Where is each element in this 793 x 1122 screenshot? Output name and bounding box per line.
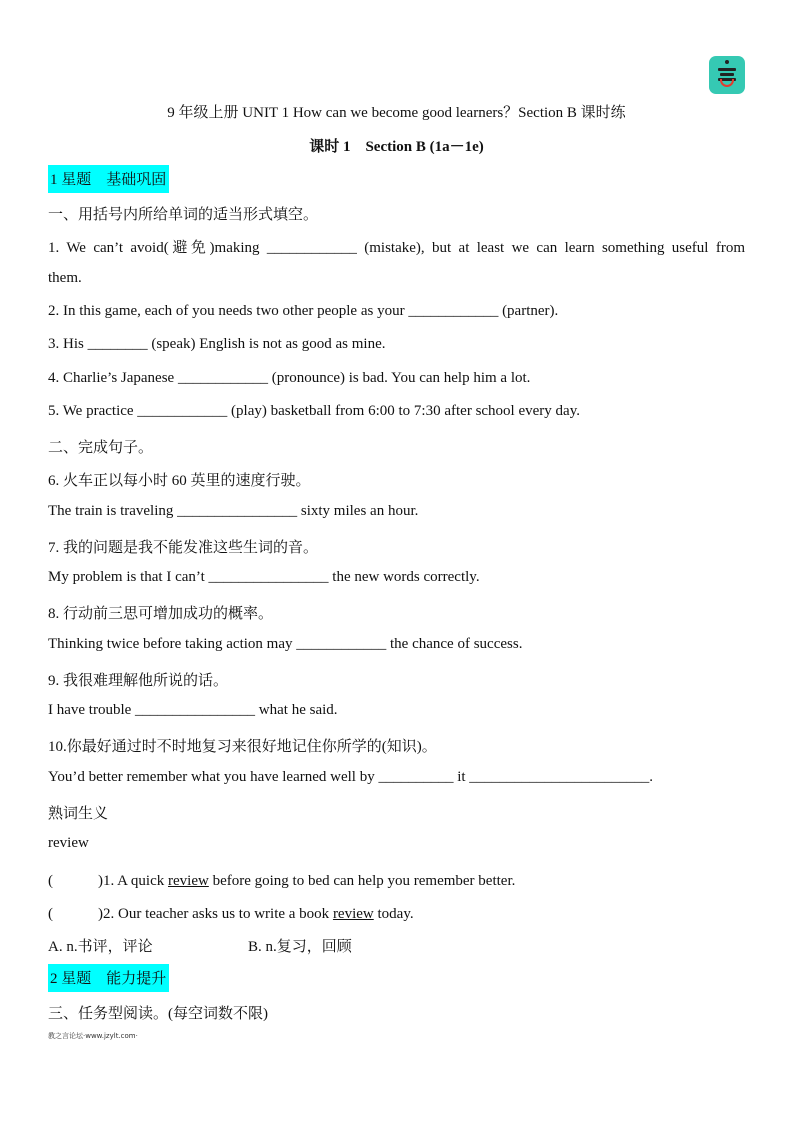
- level-2-tag: 2 星题 能力提升: [48, 964, 169, 992]
- question-7-chinese: 7. 我的问题是我不能发准这些生词的音。: [48, 540, 319, 556]
- page-subtitle: 课时 1 Section B (1a－1e): [309, 139, 484, 155]
- footer-watermark: 教之言论坛·www.jzylt.com·: [48, 1032, 138, 1040]
- page-title: 9 年级上册 UNIT 1 How can we become good learners？Section B 课时练: [167, 105, 626, 121]
- question-6-chinese: 6. 火车正以每小时 60 英里的速度行驶。: [48, 473, 311, 489]
- vocab-item-2-suffix: today.: [373, 906, 414, 922]
- question-10-chinese: 10.你最好通过时不时地复习来很好地记住你所学的(知识)。: [48, 739, 437, 755]
- part-3-title: 三、任务型阅读。(每空词数不限): [48, 1006, 268, 1022]
- vocab-item-2-prefix: ( )2. Our teacher asks us to write a book: [48, 906, 333, 922]
- site-logo: [709, 56, 745, 94]
- vocab-item-1-keyword: review: [168, 873, 209, 889]
- option-b: B. n.复习，回顾: [248, 939, 352, 955]
- part-2-title: 二、完成句子。: [48, 440, 154, 456]
- question-8-english: Thinking twice before taking action may ____________ the chance of success.: [48, 636, 523, 652]
- level-1-tag: 1 星题 基础巩固: [48, 165, 169, 193]
- logo-bar: [720, 73, 734, 76]
- question-8-chinese: 8. 行动前三思可增加成功的概率。: [48, 606, 274, 622]
- vocab-word: review: [48, 835, 89, 851]
- question-5: 5. We practice ____________ (play) basketball from 6:00 to 7:30 after school every day.: [48, 403, 580, 419]
- vocab-item-1: [48, 869, 515, 890]
- logo-bar: [718, 68, 736, 71]
- level-1-header: [48, 165, 169, 193]
- question-3: 3. His ________ (speak) English is not as good as mine.: [48, 336, 386, 352]
- vocab-item-2-keyword: review: [332, 906, 374, 922]
- logo-dot: [725, 60, 729, 64]
- option-a: A. n.书评，评论: [48, 939, 153, 955]
- logo-smile: [720, 79, 734, 87]
- vocab-item-1-prefix: ( )1. A quick: [48, 873, 168, 889]
- vocab-options: [48, 935, 745, 956]
- question-7-english: My problem is that I can’t ________________ the new words correctly.: [48, 569, 480, 585]
- vocab-item-2: [48, 902, 414, 923]
- question-10-english: You’d better remember what you have learned well by __________ it ________________________.: [48, 769, 654, 785]
- question-2: 2. In this game, each of you needs two other people as your ____________ (partner).: [48, 303, 559, 319]
- question-4: 4. Charlie’s Japanese ____________ (pronounce) is bad. You can help him a lot.: [48, 370, 531, 386]
- level-2-header: [48, 964, 169, 992]
- vocab-item-1-suffix: before going to bed can help you remember better.: [208, 873, 516, 889]
- question-6-english: The train is traveling ________________ sixty miles an hour.: [48, 503, 419, 519]
- question-1: 1. We can’t avoid(避免)making ____________ (mistake), but at least we can learn something useful from: [48, 240, 745, 256]
- question-9-chinese: 9. 我很难理解他所说的话。: [48, 673, 229, 689]
- vocab-section-title: 熟词生义: [48, 806, 109, 822]
- part-1-title: 一、用括号内所给单词的适当形式填空。: [48, 207, 319, 223]
- question-9-english: I have trouble ________________ what he said.: [48, 702, 338, 718]
- question-1-continued: them.: [48, 270, 82, 286]
